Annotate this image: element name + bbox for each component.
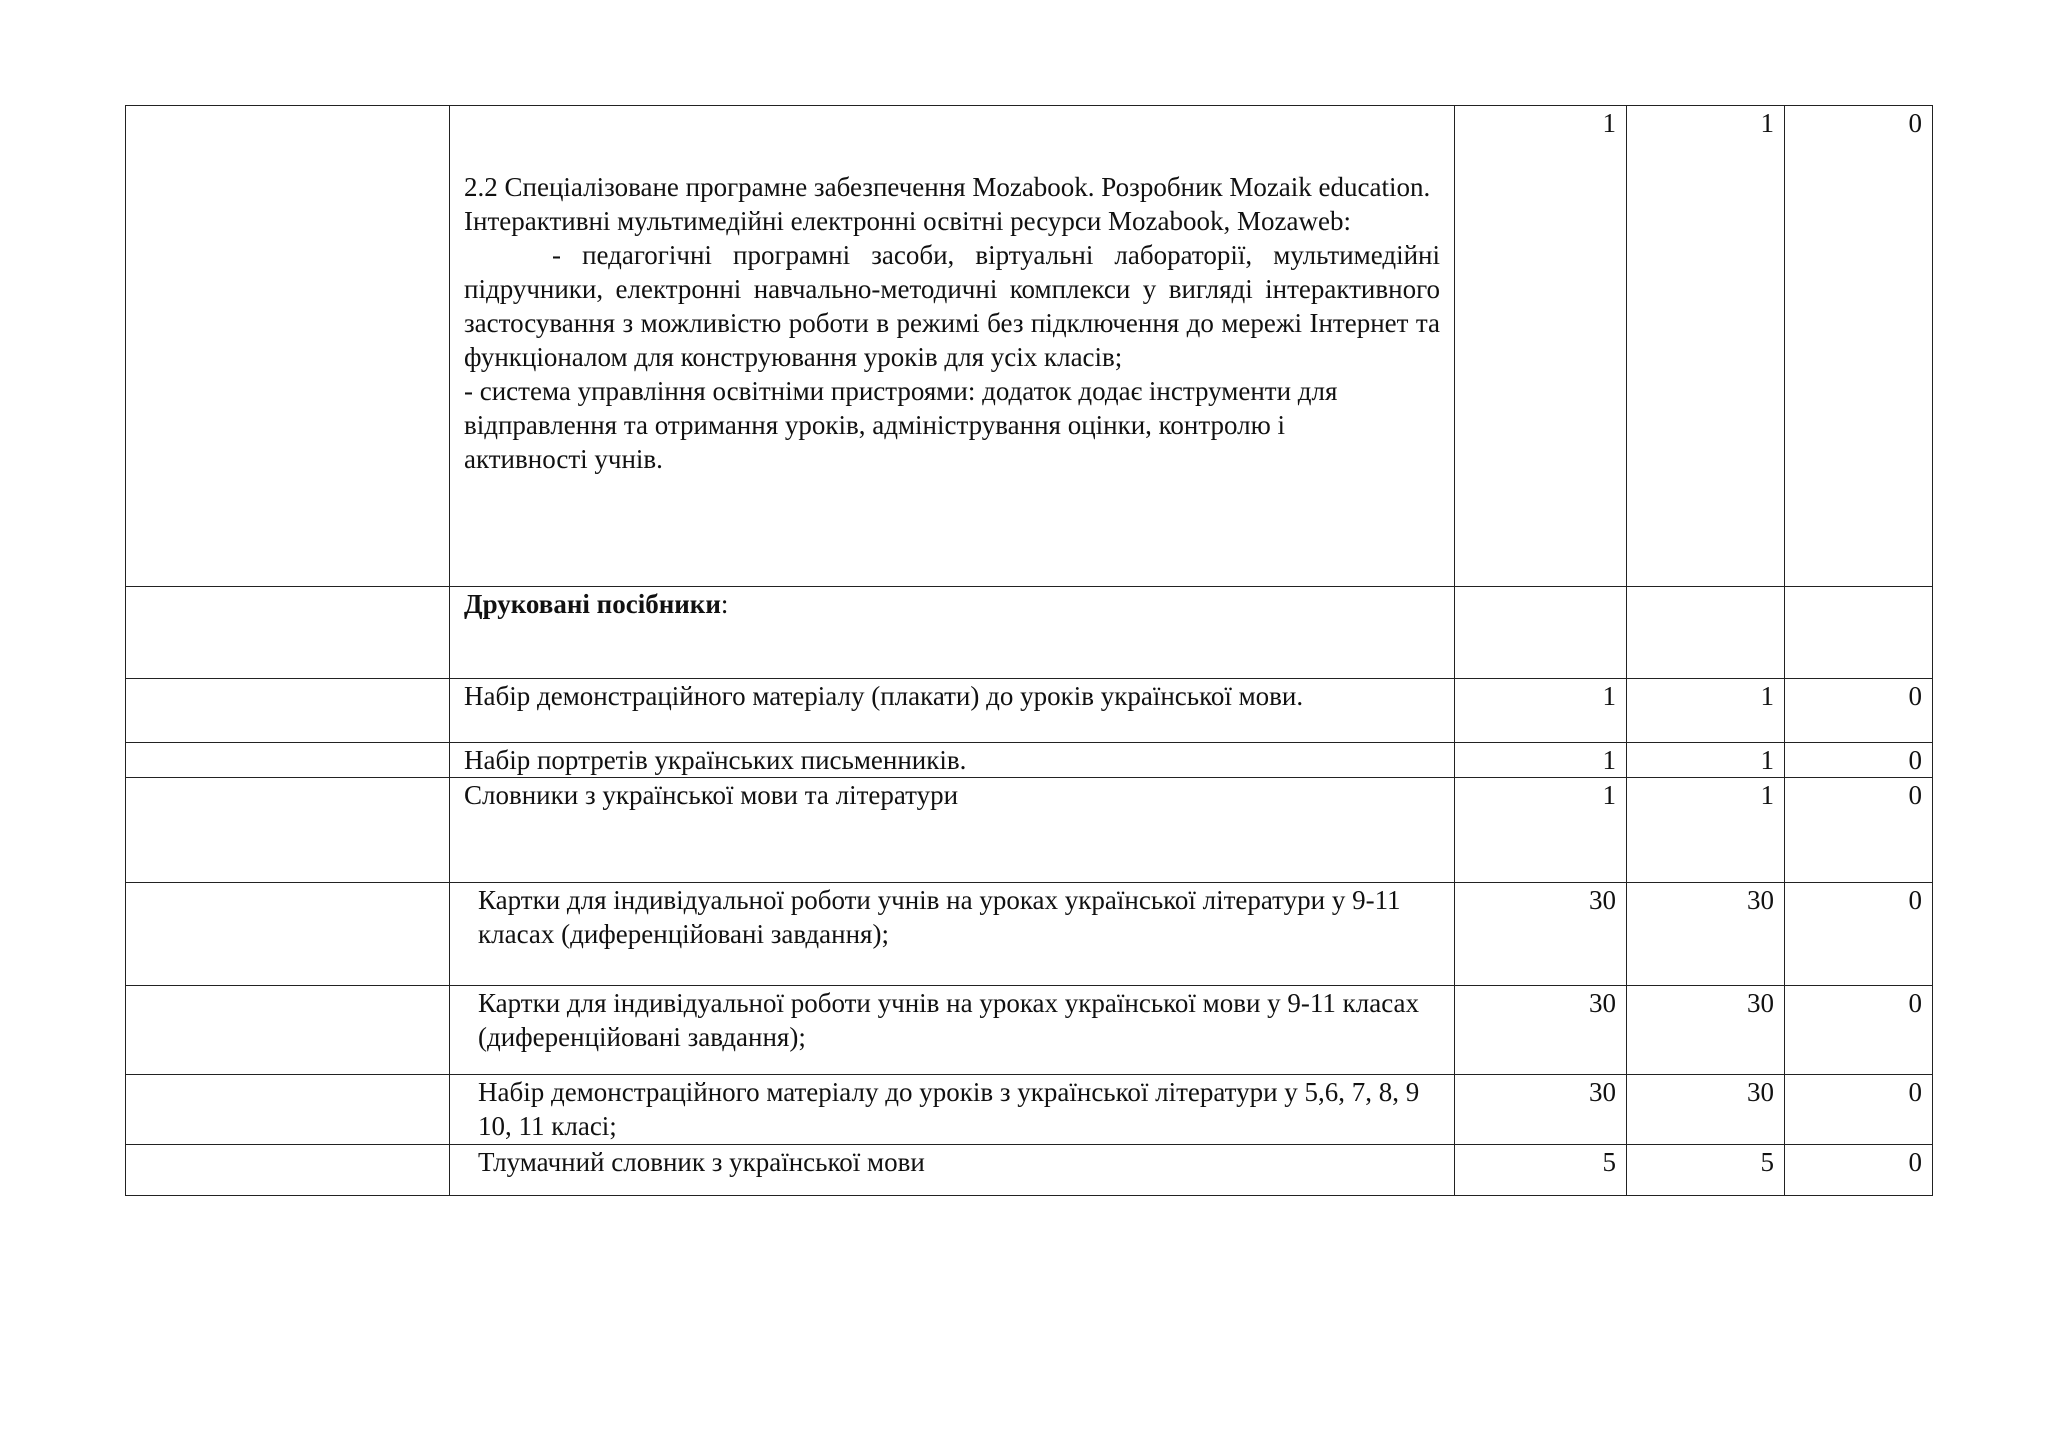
row-label-cell bbox=[126, 1145, 450, 1196]
quantity-cell-3: 0 bbox=[1785, 778, 1933, 883]
quantity-cell-1: 1 bbox=[1455, 679, 1627, 743]
quantity-cell-1: 30 bbox=[1455, 986, 1627, 1075]
row-label-cell bbox=[126, 883, 450, 986]
quantity-cell-3: 0 bbox=[1785, 1075, 1933, 1145]
table-row bbox=[126, 883, 1933, 986]
table-row bbox=[126, 106, 1933, 587]
description-cell: Набір демонстраційного матеріалу (плакати) до уроків української мови. bbox=[450, 679, 1455, 743]
mozabook-bullet-tools: - педагогічні програмні засоби, віртуальні лабораторії, мультимедійні підручники, електронні навчально-методичні комплекси у вигляді інтерактивного застосування з можливістю роботи в режимі без підключення до мережі Інтернет та функціоналом для конструювання уроків для усіх класів; bbox=[464, 240, 1440, 372]
quantity-cell-2: 1 bbox=[1627, 679, 1785, 743]
quantity-cell-1: 1 bbox=[1455, 778, 1627, 883]
row-label-cell bbox=[126, 778, 450, 883]
quantity-cell-2: 1 bbox=[1627, 743, 1785, 778]
quantity-cell-2: 30 bbox=[1627, 1075, 1785, 1145]
quantity-cell-1: 1 bbox=[1455, 743, 1627, 778]
row-label-cell bbox=[126, 1075, 450, 1145]
quantity-cell-2: 1 bbox=[1627, 778, 1785, 883]
table-row bbox=[126, 679, 1933, 743]
quantity-cell-3: 0 bbox=[1785, 679, 1933, 743]
quantity-cell-1: 30 bbox=[1455, 883, 1627, 986]
cell-top-spacing bbox=[464, 106, 1440, 170]
table-row bbox=[126, 1145, 1933, 1196]
mozabook-resources: Інтерактивні мультимедійні електронні освітні ресурси Mozabook, Mozaweb: bbox=[464, 206, 1351, 236]
quantity-cell-2: 5 bbox=[1627, 1145, 1785, 1196]
quantity-cell-3: 0 bbox=[1785, 883, 1933, 986]
description-cell: Словники з української мови та літератури bbox=[450, 778, 1455, 883]
quantity-cell-1: 1 bbox=[1455, 106, 1627, 587]
quantity-cell-1 bbox=[1455, 587, 1627, 679]
description-cell: Тлумачний словник з української мови bbox=[450, 1145, 1455, 1196]
row-label-cell bbox=[126, 743, 450, 778]
row-label-cell bbox=[126, 679, 450, 743]
description-cell: Набір демонстраційного матеріалу до уроків з української літератури у 5,6, 7, 8, 9 10, 11 класі; bbox=[450, 1075, 1455, 1145]
quantity-cell-3: 0 bbox=[1785, 743, 1933, 778]
equipment-table bbox=[125, 105, 1933, 1196]
description-cell: Набір портретів українських письменників. bbox=[450, 743, 1455, 778]
section-heading-colon: : bbox=[720, 589, 729, 619]
quantity-cell-3: 0 bbox=[1785, 986, 1933, 1075]
quantity-cell-3: 0 bbox=[1785, 106, 1933, 587]
description-cell: Картки для індивідуальної роботи учнів на уроках української мови у 9-11 класах (диференційовані завдання); bbox=[450, 986, 1455, 1075]
section-heading-cell bbox=[450, 587, 1455, 679]
description-cell: Картки для індивідуальної роботи учнів на уроках української літератури у 9-11 класах (диференційовані завдання); bbox=[450, 883, 1455, 986]
table-row bbox=[126, 778, 1933, 883]
table-row bbox=[126, 587, 1933, 679]
quantity-cell-2: 30 bbox=[1627, 986, 1785, 1075]
quantity-cell-2 bbox=[1627, 587, 1785, 679]
description-cell bbox=[450, 106, 1455, 587]
quantity-cell-3: 0 bbox=[1785, 1145, 1933, 1196]
quantity-cell-1: 5 bbox=[1455, 1145, 1627, 1196]
table-row bbox=[126, 1075, 1933, 1145]
quantity-cell-1: 30 bbox=[1455, 1075, 1627, 1145]
row-label-cell bbox=[126, 106, 450, 587]
table-row bbox=[126, 743, 1933, 778]
section-heading: Друковані посібники bbox=[464, 589, 721, 619]
quantity-cell-3 bbox=[1785, 587, 1933, 679]
row-label-cell bbox=[126, 587, 450, 679]
mozabook-title: 2.2 Спеціалізоване програмне забезпечення Mozabook. Розробник Mozaik education. bbox=[464, 172, 1431, 202]
mozabook-bullet-management: - система управління освітніми пристроями: додаток додає інструменти для відправлення та отримання уроків, адміністрування оцінки, контролю і активності учнів. bbox=[464, 376, 1338, 474]
quantity-cell-2: 30 bbox=[1627, 883, 1785, 986]
quantity-cell-2: 1 bbox=[1627, 106, 1785, 587]
row-label-cell bbox=[126, 986, 450, 1075]
table-row bbox=[126, 986, 1933, 1075]
